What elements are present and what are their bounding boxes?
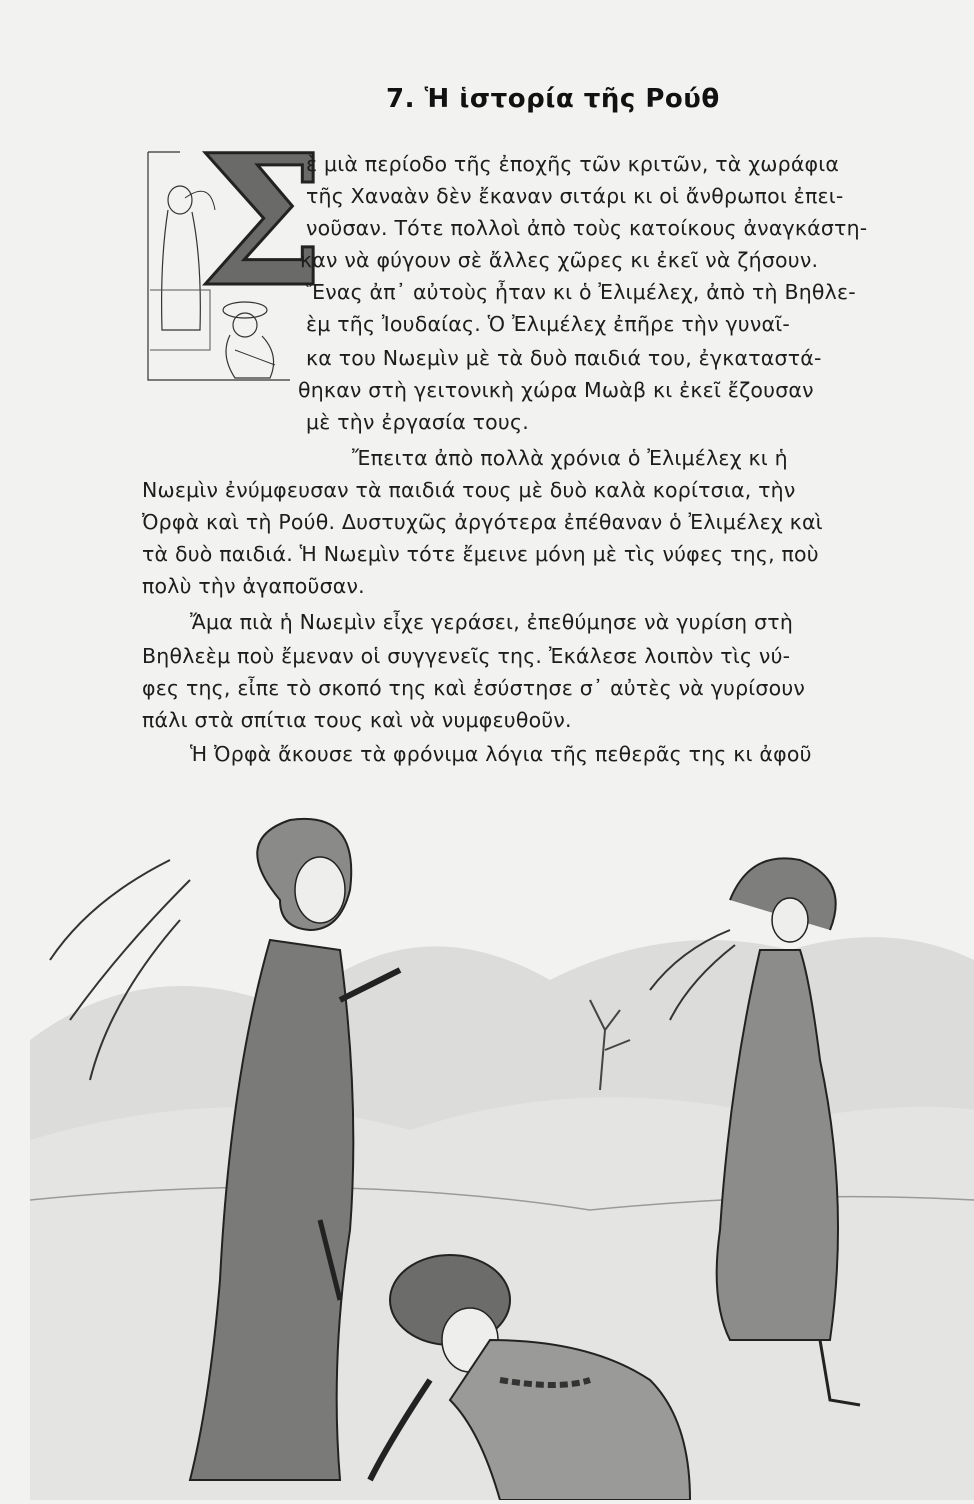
- text-line: τὰ δυὸ παιδιά. Ἡ Νωεμὶν τότε ἔμεινε μόνη μὲ τὶς νύφες της, ποὺ: [142, 542, 819, 566]
- dropcap-illustration: [140, 116, 326, 390]
- text-line: Ἄμα πιὰ ἡ Νωεμὶν εἶχε γεράσει, ἐπεθύμησε νὰ γυρίση στὴ: [190, 610, 794, 634]
- text-line: τῆς Χαναὰν δὲν ἔκαναν σιτάρι κι οἱ ἄνθρωποι ἐπει-: [306, 184, 844, 208]
- text-line: πάλι στὰ σπίτια τους καὶ νὰ νυμφευθοῦν.: [142, 708, 572, 732]
- text-line: καν νὰ φύγουν σὲ ἄλλες χῶρες κι ἐκεῖ νὰ ζήσουν.: [300, 248, 819, 272]
- text-line: κα του Νωεμὶν μὲ τὰ δυὸ παιδιά του, ἐγκαταστά-: [306, 346, 822, 370]
- illustration-svg: [30, 780, 974, 1500]
- text-line: θηκαν στὴ γειτονικὴ χώρα Μωὰβ κι ἐκεῖ ἔζουσαν: [298, 378, 814, 402]
- text-line: Νωεμὶν ἐνύμφευσαν τὰ παιδιά τους μὲ δυὸ καλὰ κορίτσια, τὴν: [142, 478, 796, 502]
- dropcap-letter: Σ: [198, 116, 326, 327]
- text-line: Ἕνας ἀπ᾽ αὐτοὺς ἦταν κι ὁ Ἐλιμέλεχ, ἀπὸ τὴ Βηθλε-: [306, 280, 856, 304]
- text-line: νοῦσαν. Τότε πολλοὶ ἀπὸ τοὺς κατοίκους ἀναγκάστη-: [306, 216, 868, 240]
- text-line: Βηθλεὲμ ποὺ ἔμεναν οἱ συγγενεῖς της. Ἐκάλεσε λοιπὸν τὶς νύ-: [142, 644, 791, 668]
- text-line: φες της, εἶπε τὸ σκοπό της καὶ ἐσύστησε σ᾽ αὐτὲς νὰ γυρίσουν: [142, 676, 806, 700]
- text-line: Ἡ Ὀρφὰ ἄκουσε τὰ φρόνιμα λόγια τῆς πεθερᾶς της κι ἀφοῦ: [190, 742, 812, 766]
- text-line: ὲμ τῆς Ἰουδαίας. Ὁ Ἐλιμέλεχ ἐπῆρε τὴν γυναῖ-: [306, 312, 790, 336]
- ruth-naomi-orpah-illustration: [30, 780, 974, 1500]
- text-line: Ὀρφὰ καὶ τὴ Ρούθ. Δυστυχῶς ἀργότερα ἐπέθαναν ὁ Ἐλιμέλεχ καὶ: [142, 510, 823, 534]
- page-title: 7. Ἡ ἱστορία τῆς Ρούθ: [386, 84, 720, 114]
- text-line: ὲ μιὰ περίοδο τῆς ἐποχῆς τῶν κριτῶν, τὰ χωράφια: [306, 152, 840, 176]
- text-line: Ἔπειτα ἀπὸ πολλὰ χρόνια ὁ Ἐλιμέλεχ κι ἡ: [352, 446, 788, 470]
- text-line: πολὺ τὴν ἀγαποῦσαν.: [142, 574, 365, 598]
- text-line: μὲ τὴν ἐργασία τους.: [306, 410, 529, 434]
